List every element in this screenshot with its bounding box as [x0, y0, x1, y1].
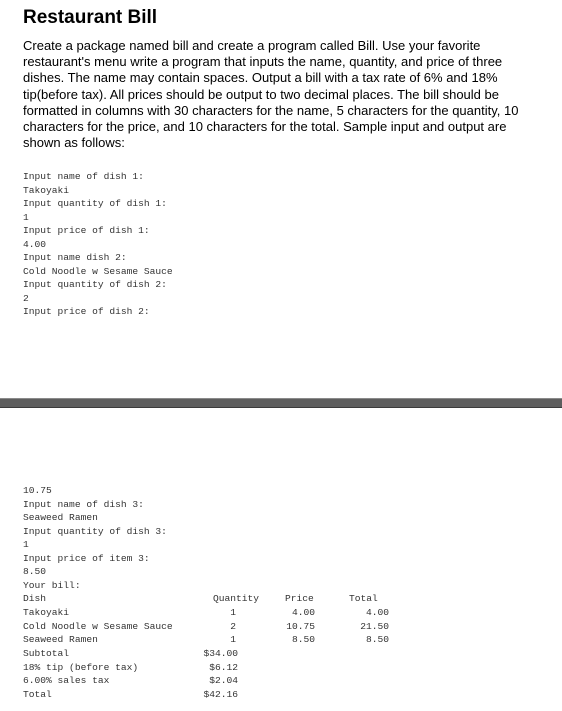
code-line: Takoyaki: [23, 184, 70, 196]
code-line: 4.00: [23, 238, 47, 250]
code-line: Input price of dish 1:: [23, 225, 150, 236]
table-row-quantity: 1: [230, 634, 236, 645]
summary-label: 18% tip (before tax): [23, 661, 139, 673]
code-line: Input quantity of dish 3:: [23, 525, 167, 537]
summary-label: 6.00% sales tax: [23, 675, 110, 686]
table-row-quantity: 2: [230, 620, 236, 632]
code-line: Input name of dish 1:: [23, 171, 144, 182]
summary-value: $34.00: [203, 648, 238, 659]
summary-label: Subtotal: [23, 648, 70, 659]
code-line: 2: [23, 292, 29, 304]
page-title: Restaurant Bill: [23, 7, 158, 28]
table-row-dish: Seaweed Ramen: [23, 634, 98, 645]
header-price: Price: [285, 593, 314, 604]
table-row-price: 4.00: [291, 607, 315, 618]
table-row-price: 10.75: [286, 620, 315, 632]
code-line: Cold Noodle w Sesame Sauce: [23, 265, 173, 277]
table-row-dish: Takoyaki: [23, 607, 70, 618]
assignment-description: Create a package named bill and create a program called Bill. Use your favorite restaurant's menu write a program that inputs the name, quantity, and price of three dishes. The name may contain spaces. Output a bill with a tax rate of 6% and 18% tip(before tax). All prices should be output to two decimal places. The bill should be formatted in columns with 30 characters for the name, 5 characters for the quantity, 10 characters for the price, and 10 characters for the total. Sample input and output are shown as follows:: [23, 38, 519, 151]
summary-value: $42.16: [203, 688, 238, 700]
table-row-total: 8.50: [365, 634, 389, 645]
code-line: 1: [23, 539, 29, 550]
code-line: Input name dish 2:: [23, 252, 127, 263]
code-line: Input name of dish 3:: [23, 498, 144, 510]
code-line: 1: [23, 211, 29, 223]
table-row-dish: Cold Noodle w Sesame Sauce: [23, 620, 173, 632]
code-line: 8.50: [23, 566, 47, 577]
header-total: Total: [349, 593, 378, 604]
code-line: Input price of dish 2:: [23, 306, 150, 317]
summary-label: Total: [23, 688, 52, 700]
page-break-divider: [0, 398, 562, 408]
code-line: Your bill:: [23, 579, 81, 591]
code-line: Input quantity of dish 2:: [23, 279, 167, 290]
header-quantity: Quantity: [213, 593, 260, 604]
summary-value: $6.12: [209, 661, 238, 673]
code-line: Input quantity of dish 1:: [23, 198, 167, 209]
code-line: Seaweed Ramen: [23, 512, 98, 523]
table-row-price: 8.50: [291, 634, 315, 645]
table-row-total: 4.00: [365, 607, 389, 618]
table-row-total: 21.50: [360, 620, 389, 632]
summary-value: $2.04: [209, 675, 238, 686]
table-row-quantity: 1: [230, 607, 236, 618]
code-line: Input price of item 3:: [23, 552, 150, 564]
header-dish: Dish: [23, 593, 47, 604]
code-line: 10.75: [23, 485, 52, 496]
